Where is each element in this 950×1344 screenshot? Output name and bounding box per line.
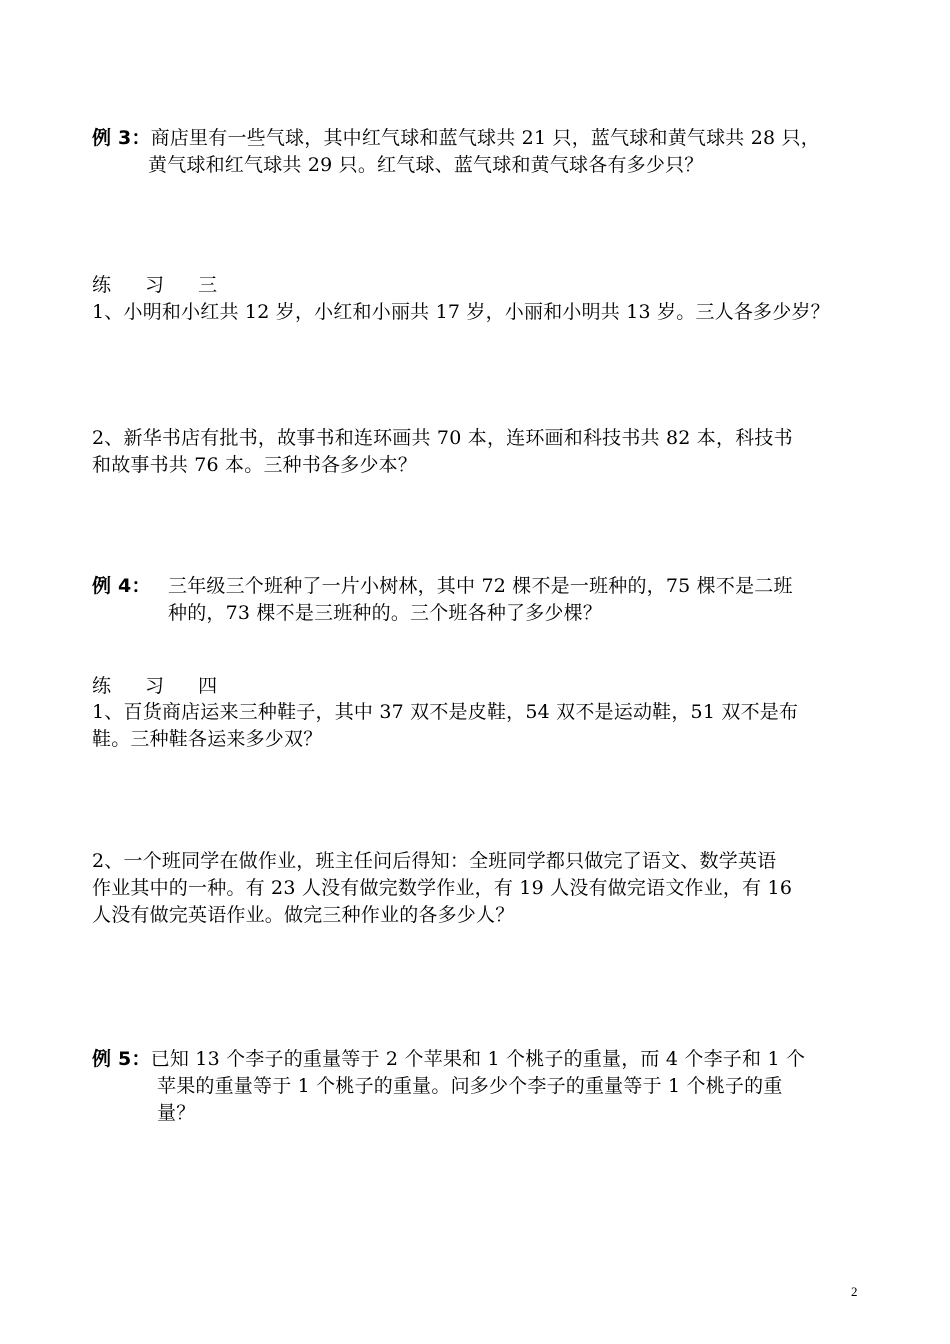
practice-4-question-2-line-3: 人没有做完英语作业。做完三种作业的各多少人？ (92, 904, 515, 926)
example-5-line-3: 量？ (157, 1102, 196, 1124)
example-5-line-2: 苹果的重量等于 1 个桃子的重量。问多少个李子的重量等于 1 个桃子的重 (157, 1075, 783, 1097)
example-4-colon: ： (131, 575, 151, 597)
practice-3-question-1: 1、小明和小红共 12 岁，小红和小丽共 17 岁，小丽和小明共 13 岁。三人各多少岁？ (92, 301, 830, 323)
example-3-colon: ： (131, 127, 151, 149)
page-number: 2 (851, 1284, 858, 1299)
example-5-label: 例 5 (92, 1048, 132, 1070)
practice-4-question-2-line-2: 作业其中的一种。有 23 人没有做完数学作业，有 19 人没有做完语文作业，有 16 (92, 877, 793, 899)
practice-4-question-1-line-2: 鞋。三种鞋各运来多少双？ (92, 728, 323, 750)
practice-4-question-1-line-1: 1、百货商店运来三种鞋子，其中 37 双不是皮鞋，54 双不是运动鞋，51 双不是布 (92, 701, 799, 723)
example-3-line-2: 黄气球和红气球共 29 只。红气球、蓝气球和黄气球各有多少只？ (148, 154, 704, 176)
example-4-line-2: 种的，73 棵不是三班种的。三个班各种了多少棵？ (168, 602, 603, 624)
example-3-text-1: 商店里有一些气球，其中红气球和蓝气球共 21 只，蓝气球和黄气球共 28 只， (150, 127, 820, 149)
example-3-line-1 (92, 125, 820, 151)
practice-3-question-2-line-2: 和故事书共 76 本。三种书各多少本？ (92, 454, 418, 476)
example-5-colon: ： (131, 1048, 151, 1070)
practice-4-question-2-line-1: 2、一个班同学在做作业，班主任问后得知：全班同学都只做完了语文、数学英语 (92, 850, 777, 872)
example-4-label-line (92, 573, 151, 599)
example-5-line-1 (92, 1046, 805, 1072)
practice-4-heading: 练 习 四 (92, 675, 232, 697)
example-5-text-1: 已知 13 个李子的重量等于 2 个苹果和 1 个桃子的重量，而 4 个李子和 1 个 (150, 1048, 806, 1070)
example-3-label: 例 3 (92, 127, 132, 149)
practice-3-question-2-line-1: 2、新华书店有批书，故事书和连环画共 70 本，连环画和科技书共 82 本，科技书 (92, 427, 793, 449)
example-4-line-1: 三年级三个班种了一片小树林，其中 72 棵不是一班种的，75 棵不是二班 (168, 575, 793, 597)
example-4-label: 例 4 (92, 575, 132, 597)
practice-3-heading: 练 习 三 (92, 274, 232, 296)
